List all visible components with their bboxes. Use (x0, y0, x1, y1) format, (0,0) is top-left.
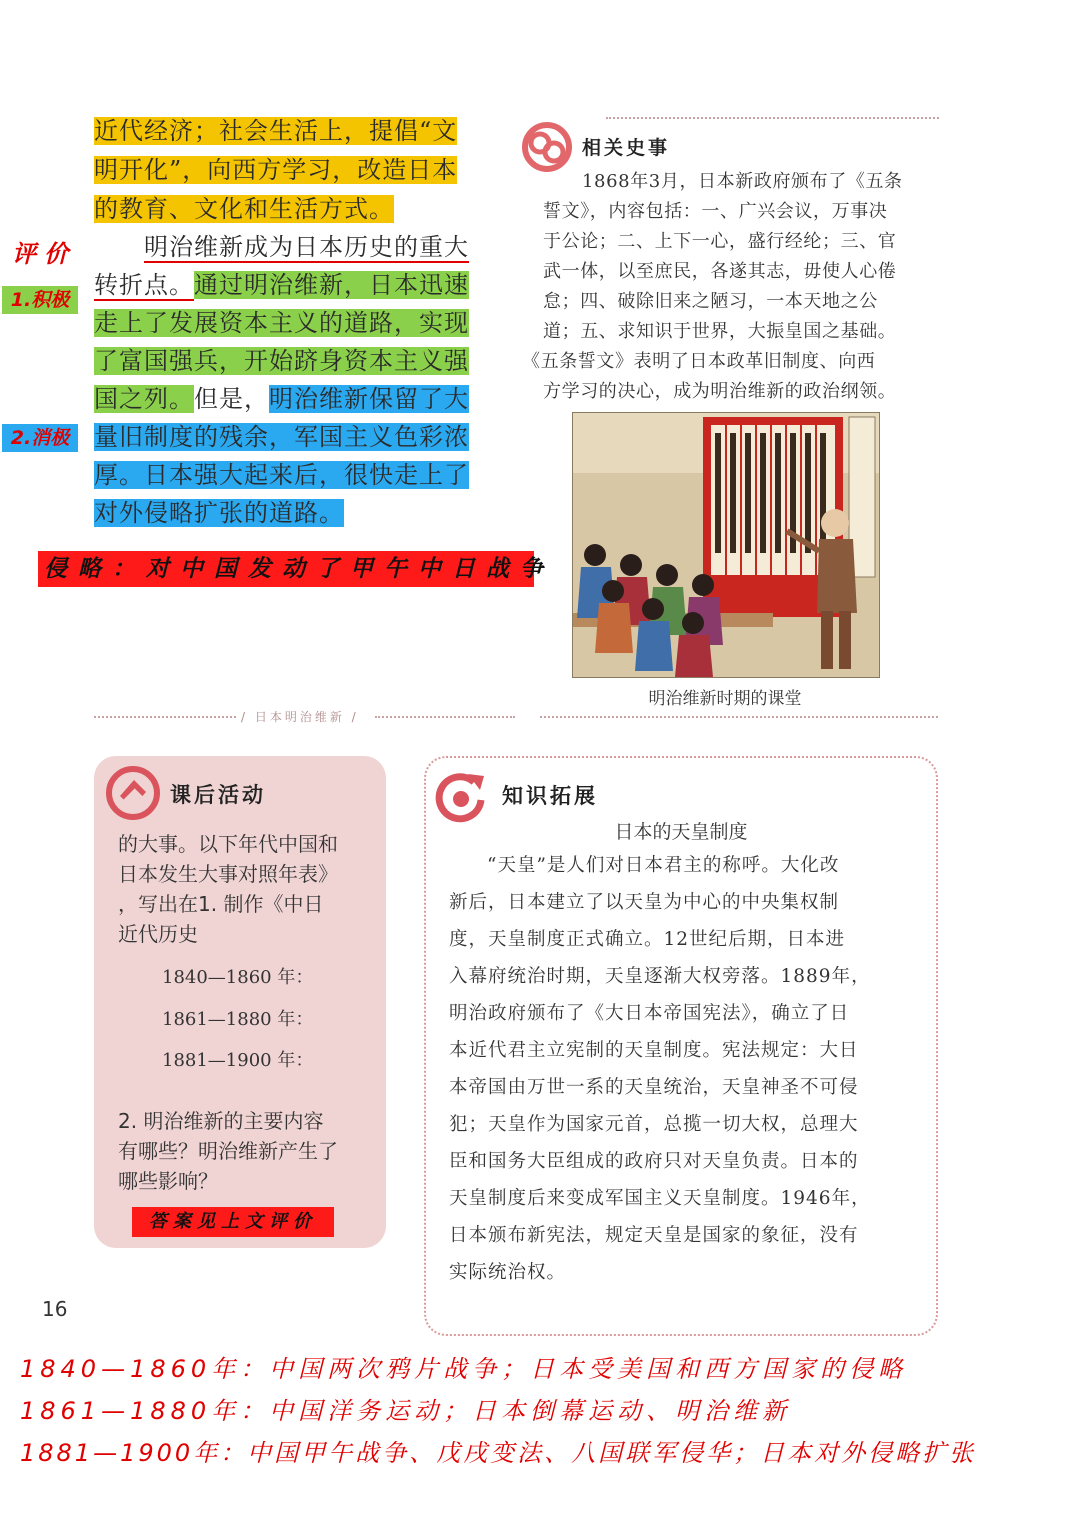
activity-line: 近代历史 (118, 922, 198, 946)
activity-line: 日本发生大事对照年表》 (118, 862, 338, 886)
related-line: 《五条誓文》表明了日本政革旧制度、向西 (522, 351, 876, 372)
main-line-2: 明开化”，向西方学习，改造日本 (94, 156, 458, 184)
related-history-title: 相关史事 (582, 137, 671, 159)
answer-note: 答案见上文评价 (132, 1207, 334, 1237)
main-line-11: 对外侵略扩张的道路。 (94, 499, 344, 527)
related-line: 誓文》，内容包括：一、广兴会议，万事决 (543, 201, 888, 222)
knowledge-line: 明治政府颁布了《大日本帝国宪法》，确立了日 (449, 1003, 850, 1024)
main-line-1: 近代经济；社会生活上，提倡“文 (94, 117, 458, 145)
divider-dots-mid (375, 716, 515, 718)
evaluation-tag: 评价 (12, 240, 76, 268)
knowledge-line: 本帝国由万世一系的天皇统治，天皇神圣不可侵 (449, 1077, 859, 1098)
main-line-5: 转折点。通过明治维新，日本迅速 (94, 271, 469, 299)
knowledge-line: 新后，日本建立了以天皇为中心的中央集权制 (449, 892, 840, 913)
knowledge-line: 入幕府统治时期，天皇逐渐大权旁落。1889年， (449, 966, 871, 987)
knowledge-line: 天皇制度后来变成军国主义天皇制度。1946年， (449, 1188, 871, 1209)
question-2-line: 哪些影响？ (118, 1169, 218, 1193)
knowledge-line: 犯；天皇作为国家元首，总揽一切大权，总理大 (449, 1114, 859, 1135)
related-line: 武一体，以至庶民，各遂其志，毋使人心倦 (543, 261, 897, 282)
handwritten-note: 1840—1860年：中国两次鸦片战争；日本受美国和西方国家的侵略 (20, 1355, 908, 1383)
knowledge-line: 日本颁布新宪法，规定天皇是国家的象征，没有 (449, 1225, 859, 1246)
related-line: 道；五、求知识于世界，大振皇国之基础。 (543, 321, 897, 342)
image-caption: 明治维新时期的课堂 (648, 689, 802, 709)
related-line: 方学习的决心，成为明治维新的政治纲领。 (543, 381, 897, 402)
main-line-3: 的教育、文化和生活方式。 (94, 195, 394, 223)
knowledge-subtitle: 日本的天皇制度 (614, 821, 748, 843)
related-line: 1868年3月，日本新政府颁布了《五条 (582, 171, 903, 192)
period-2: 1861—1880 年： (162, 1009, 314, 1030)
negative-tag: 2.消极 (2, 424, 78, 452)
invasion-note: 侵略：对中国发动了甲午中日战争 (38, 551, 534, 587)
divider-dots-right (540, 716, 938, 718)
main-line-4: 明治维新成为日本历史的重大 (144, 233, 469, 261)
handwritten-note: 1881—1900年：中国甲午战争、戊戌变法、八国联军侵华；日本对外侵略扩张 (20, 1439, 977, 1467)
main-line-7: 了富国强兵，开始跻身资本主义强 (94, 347, 469, 375)
knowledge-line: “天皇”是人们对日本君主的称呼。大化改 (487, 855, 840, 876)
meiji-classroom-image (572, 412, 880, 678)
related-history-icon (522, 122, 572, 172)
period-3: 1881—1900 年： (162, 1050, 314, 1071)
knowledge-title: 知识拓展 (502, 784, 598, 808)
related-line: 于公论；二、上下一心，盛行经纶；三、官 (543, 231, 897, 252)
main-line-6: 走上了发展资本主义的道路，实现 (94, 309, 469, 337)
related-dotted-line (606, 117, 939, 119)
chapter-label: / 日本明治维新 / (241, 710, 359, 724)
knowledge-line: 实际统治权。 (449, 1262, 567, 1283)
knowledge-line: 度，天皇制度正式确立。12世纪后期，日本进 (449, 929, 846, 950)
activity-line: ，写出在1. 制作《中日 (118, 892, 324, 916)
divider-dots-left (94, 716, 236, 718)
activity-line: 的大事。以下年代中国和 (118, 832, 338, 856)
question-2-line: 2. 明治维新的主要内容 (118, 1109, 324, 1133)
main-line-8: 国之列。但是，明治维新保留了大 (94, 385, 469, 413)
related-line: 怠；四、破除旧来之陋习，一本天地之公 (543, 291, 878, 312)
question-2-line: 有哪些？明治维新产生了 (118, 1139, 338, 1163)
main-line-9: 量旧制度的残余，军国主义色彩浓 (94, 423, 469, 451)
positive-tag: 1.积极 (2, 286, 78, 314)
main-line-10: 厚。日本强大起来后，很快走上了 (94, 461, 469, 489)
period-1: 1840—1860 年： (162, 967, 314, 988)
knowledge-line: 臣和国务大臣组成的政府只对天皇负责。日本的 (449, 1151, 859, 1172)
activity-title: 课后活动 (170, 783, 266, 807)
knowledge-icon (434, 770, 488, 824)
handwritten-note: 1861—1880年：中国洋务运动；日本倒幕运动、明治维新 (20, 1397, 792, 1425)
knowledge-line: 本近代君主立宪制的天皇制度。宪法规定：大日 (449, 1040, 859, 1061)
page-number: 16 (42, 1297, 68, 1321)
activity-icon (106, 766, 160, 820)
